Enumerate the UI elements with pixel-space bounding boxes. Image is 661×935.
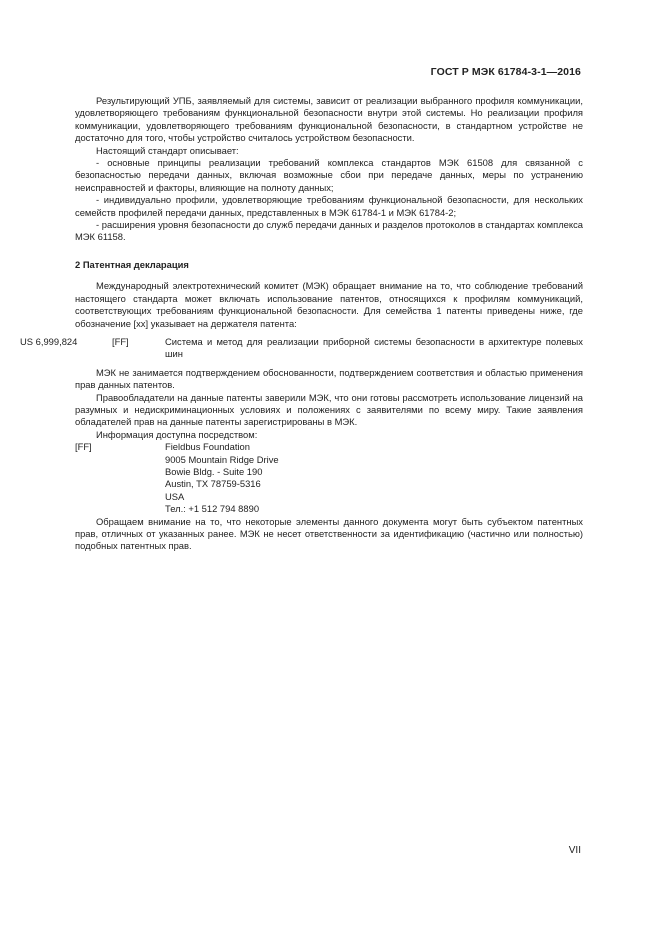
list-item: - основные принципы реализации требований комплекса стандартов МЭК 61508 для связанной с безопасностью передачи данных, включая возможные сбои при передаче данных, меры по устранению неисправностей и факторы, влияющие на полноту данных; [75,157,583,193]
disclaimer-paragraph: МЭК не занимается подтверждением обоснованности, подтверждением соответствия и областью применения прав данных патентов. [75,366,583,391]
section-heading: 2 Патентная декларация [75,258,189,270]
list-item: - расширения уровня безопасности до служб передачи данных и разделов протоколов в стандартах комплекса МЭК 61158. [75,219,583,243]
intro-paragraph: Результирующий УПБ, заявляемый для системы, зависит от реализации выбранного профиля коммуникации, удовлетворяющего требованиям функциональной безопасности внутри этой системы. Но реализации профиля коммуникации, удовлетворяющего требованиям функциональной безопасности, в стандартном устройстве не достаточно для того, чтобы устройство считалось устройством безопасности. [75,95,583,144]
contact-block [75,441,583,515]
info-paragraph: Информация доступна посредством: [96,428,258,440]
page-number: VII [568,845,581,856]
closing-paragraph: Обращаем внимание на то, что некоторые элементы данного документа могут быть субъектом патентных прав, отличных от указанных ранее. МЭК не несет ответственности за идентификацию (частично или полностью) подобных патентных прав. [75,515,583,552]
licensing-paragraph: Правообладатели на данные патенты заверили МЭК, что они готовы рассмотреть использование лицензий на разумных и недискриминационных условиях и положениях с заявителями по всему миру. Такие заявления обладателей прав на данные патенты зарегистрированы в МЭК. [75,391,583,428]
contact-code: [FF] [75,441,92,453]
page-content [20,95,583,553]
contact-street: 9005 Mountain Ridge Drive [165,453,279,465]
intro-describes: Настоящий стандарт описывает: [96,144,239,156]
document-header: ГОСТ Р МЭК 61784-3-1—2016 [430,66,581,78]
contact-building: Bowie Bldg. - Suite 190 [165,465,263,477]
patent-intro-paragraph: Международный электротехнический комитет (МЭК) обращает внимание на то, что соблюдение требований настоящего стандарта может включать использование патентов, относящихся к профилям коммуникаций, соответствующих требованиям функциональной безопасности. Для семейства 1 патенты приведены ниже, где обозначение [xx] указывает на держателя патента: [75,280,583,329]
contact-city: Austin, TX 78759-5316 [165,478,261,490]
patent-number: US 6,999,824 [20,335,78,347]
contact-country: USA [165,490,185,502]
list-item: - индивидуально профили, удовлетворяющие требованиям функциональной безопасности, для нескольких семейств профилей передачи данных, представленных в МЭК 61784-1 и МЭК 61784-2; [75,194,583,218]
contact-phone: Тел.: +1 512 794 8890 [165,503,260,515]
contact-name: Fieldbus Foundation [165,441,250,453]
patent-title: Система и метод для реализации приборной системы безопасности в архитектуре полевых шин [165,335,583,360]
patent-entry [20,336,583,361]
patent-holder: [FF] [112,335,129,347]
